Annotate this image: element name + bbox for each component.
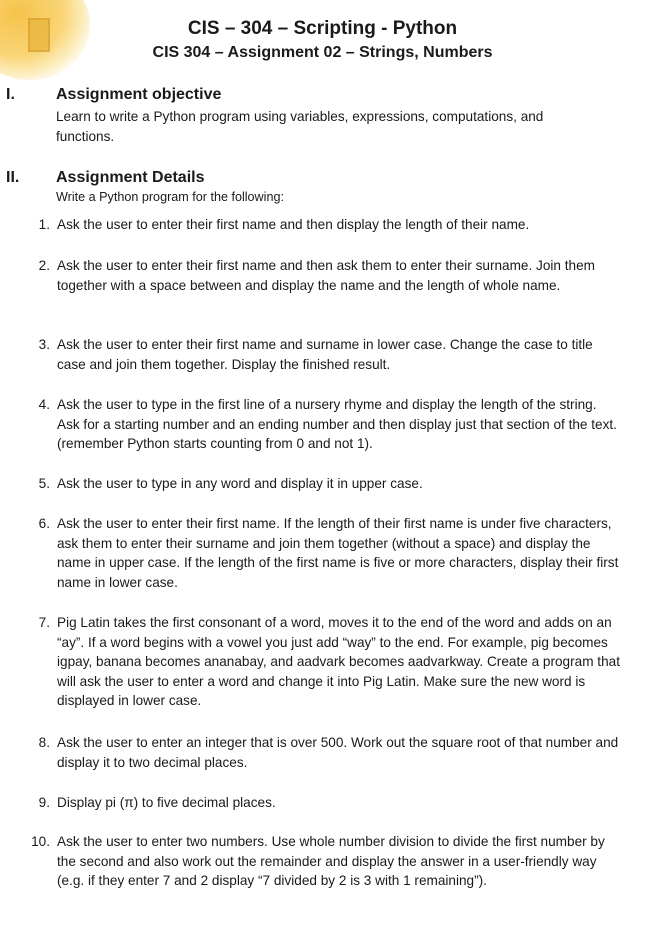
details-intro: Write a Python program for the following: [56,190,284,204]
list-item-number: 1. [38,217,50,232]
list-item-text: Ask the user to type in any word and display it in upper case. [57,476,423,491]
section-heading-objective: Assignment objective [56,86,222,103]
section-heading-details: Assignment Details [56,169,205,186]
list-item-number: 3. [38,337,50,352]
list-item-text: Ask the user to enter two numbers. Use whole number division to divide the first number by the second and also work out the remainder and display the answer in a user-friendly way (e.g. if they enter 7 and 2 display “7 divided by 2 is 3 with 1 remaining”). [57,834,605,888]
list-item-number: 9. [38,795,50,810]
objective-text: Learn to write a Python program using variables, expressions, computations, and functions. [56,109,544,144]
list-item-text: Ask the user to enter their first name and then display the length of their name. [57,217,530,232]
list-item-text: Pig Latin takes the first consonant of a word, moves it to the end of the word and adds on an “ay”. If a word begins with a vowel you just add “way” to the end. For example, pig becomes igpay, banana becomes ananabay, and aadvark becomes aadvarkway. Create a program that will ask the user to enter a word and change it into Pig Latin. Make sure the new word is displayed in lower case. [57,615,620,708]
list-item-text: Ask the user to enter their first name. If the length of their first name is under five characters, ask them to enter their surname and join them together (without a space) and display the name in upper case. If the length of the first name is five or more characters, display their first name in lower case. [57,516,619,590]
list-item-number: 6. [38,516,50,531]
list-item-number: 5. [38,476,50,491]
list-item-text: Ask the user to enter an integer that is over 500. Work out the square root of that number and display it to two decimal places. [57,735,619,770]
page-subtitle: CIS 304 – Assignment 02 – Strings, Numbers [152,44,493,61]
list-item-number: 2. [38,258,50,273]
list-item-number: 7. [38,615,50,630]
section-numeral: II. [6,169,20,186]
page-title: CIS – 304 – Scripting - Python [187,18,458,39]
section-numeral: I. [6,86,15,103]
list-item-text: Display pi (π) to five decimal places. [57,795,276,810]
list-item-text: Ask the user to type in the first line of a nursery rhyme and display the length of the string. Ask for a starting number and an ending number and then display just that section of the text. (remember Python starts counting from 0 and not 1). [57,397,617,451]
list-item-text: Ask the user to enter their first name and then ask them to enter their surname. Join them together with a space between and display the name and the length of whole name. [57,258,595,293]
list-item-number: 8. [38,735,50,750]
list-item-number: 4. [38,397,50,412]
list-item-number: 10. [31,834,50,849]
list-item-text: Ask the user to enter their first name and surname in lower case. Change the case to title case and join them together. Display the finished result. [57,337,593,372]
